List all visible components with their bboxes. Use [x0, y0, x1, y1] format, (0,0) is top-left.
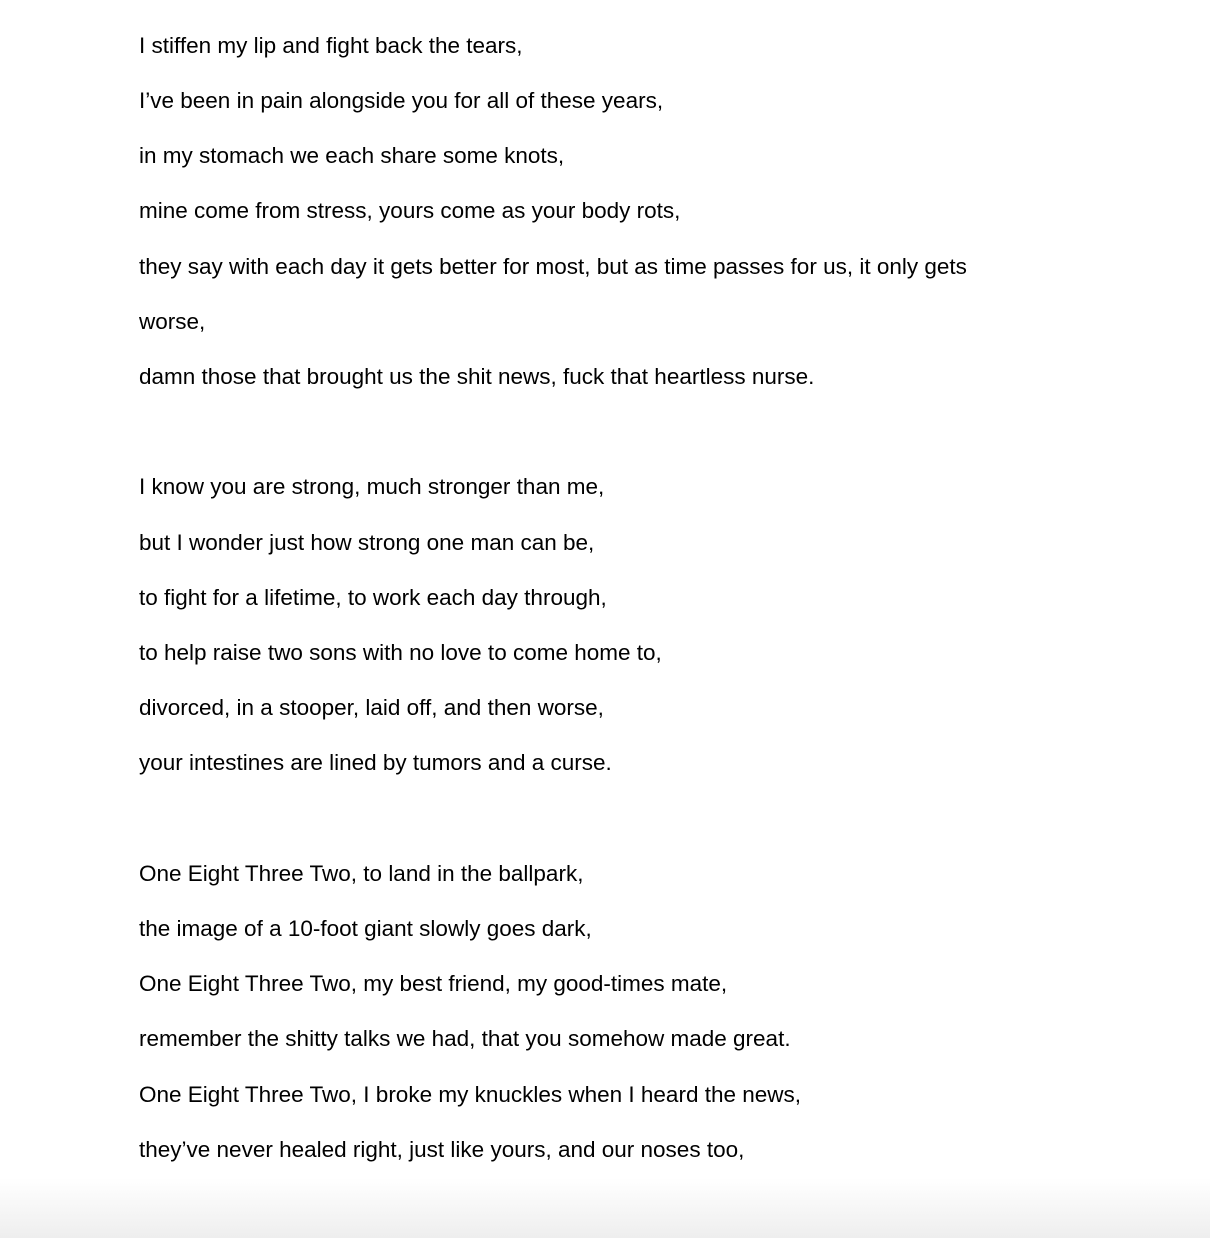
- poem-line: One Eight Three Two, I broke my knuckles when I heard the news,: [139, 1082, 802, 1107]
- poem-line: remember the shitty talks we had, that you somehow made great.: [139, 1026, 791, 1051]
- poem-line: the image of a 10-foot giant slowly goes dark,: [139, 916, 592, 941]
- poem-line: they say with each day it gets better for most, but as time passes for us, it only gets: [139, 254, 967, 279]
- poem-line: mine come from stress, yours come as your body rots,: [139, 198, 681, 223]
- page-bottom-shadow: [0, 1178, 1210, 1238]
- poem-line: One Eight Three Two, to land in the ballpark,: [139, 861, 584, 886]
- poem-line: divorced, in a stooper, laid off, and then worse,: [139, 695, 604, 720]
- poem-line: your intestines are lined by tumors and a curse.: [139, 750, 612, 775]
- poem-line: worse,: [139, 309, 206, 334]
- poem-line: to fight for a lifetime, to work each day through,: [139, 585, 607, 610]
- poem-line: I stiffen my lip and fight back the tears,: [139, 33, 523, 58]
- poem-line: One Eight Three Two, my best friend, my good-times mate,: [139, 971, 728, 996]
- poem-line: I’ve been in pain alongside you for all of these years,: [139, 88, 664, 113]
- poem-line: they’ve never healed right, just like yours, and our noses too,: [139, 1137, 745, 1162]
- poem-line: but I wonder just how strong one man can be,: [139, 530, 595, 555]
- poem-line: in my stomach we each share some knots,: [139, 143, 565, 168]
- poem-line: to help raise two sons with no love to come home to,: [139, 640, 662, 665]
- poem-line: damn those that brought us the shit news, fuck that heartless nurse.: [139, 364, 815, 389]
- poem-line: I know you are strong, much stronger than me,: [139, 474, 605, 499]
